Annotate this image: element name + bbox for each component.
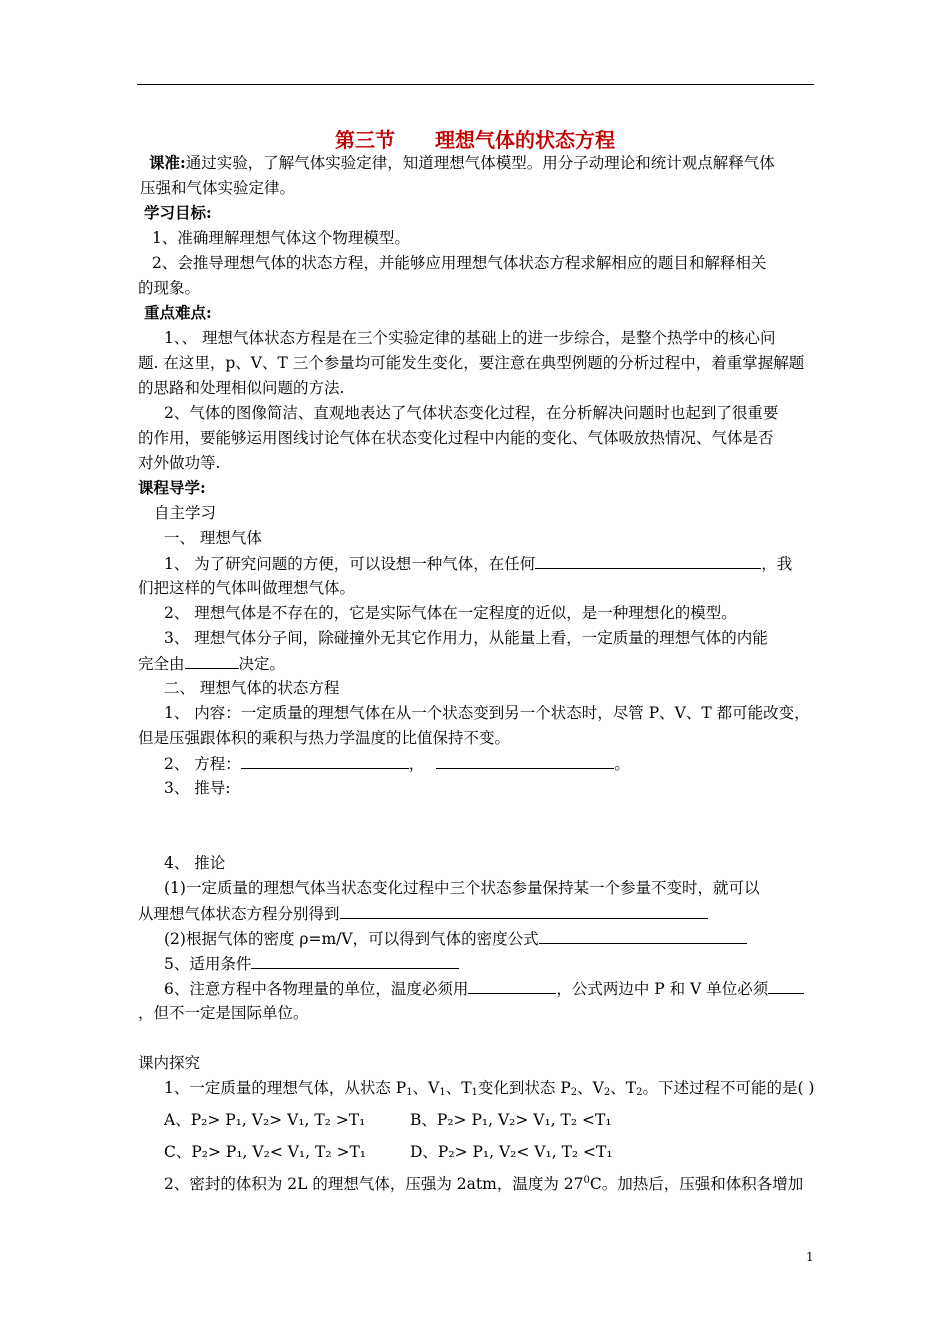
goal-item-1: 1、准确理解理想气体这个物理模型。	[152, 229, 410, 247]
blank-5[interactable]	[340, 903, 708, 919]
sub: 1	[439, 1087, 446, 1098]
item-3-line2	[138, 653, 285, 674]
eq-item-1-line1: 1、 内容：一定质量的理想气体在从一个状态变到另一个状态时，尽管 P、V、T 都可能改变，	[164, 704, 810, 722]
key-p1-line1: 1、、 理想气体状态方程是在三个实验定律的基础上的进一步综合，是整个热学中的核心问	[164, 329, 776, 347]
item-1-text: 1、 为了研究问题的方便，可以设想一种气体，在任何	[164, 555, 536, 573]
q1-f: 、T	[610, 1079, 637, 1097]
header-rule	[137, 84, 814, 85]
option-b[interactable]: B、P₂> P₁, V₂> V₁, T₂ <T₁	[410, 1111, 612, 1129]
eq-item-1-line2: 但是压强跟体积的乘积与热力学温度的比值保持不变。	[138, 729, 511, 747]
key-p2-line1: 2、气体的图像简洁、直观地表达了气体状态变化过程，在分析解决问题时也起到了很重要	[164, 404, 779, 422]
eq-item-6-text: 6、注意方程中各物理量的单位，温度必须用	[164, 980, 469, 998]
kezhun-line2: 压强和气体实验定律。	[140, 179, 296, 197]
eq-item-6-mid: ，公式两边中 P 和 V 单位必须	[556, 980, 769, 998]
key-p1-line2: 题. 在这里，p、V、T 三个参量均可能发生变化，要注意在典型例题的分析过程中，着重掌握解题	[138, 354, 805, 372]
corollary-2	[164, 928, 747, 949]
q1-g: 。下述过程不可能的是( )	[642, 1079, 815, 1097]
sub: 1	[406, 1087, 413, 1098]
item-1-line2: 们把这样的气体叫做理想气体。	[138, 579, 356, 597]
q2-b: C。加热后，压强和体积各增加	[589, 1175, 804, 1193]
goals-label: 学习目标:	[144, 203, 212, 222]
eq-item-2-text: 2、 方程：	[164, 755, 241, 773]
sub: 2	[636, 1087, 643, 1098]
corollary-1-text: 从理想气体状态方程分别得到	[138, 905, 340, 923]
item-1-tail: ，我	[761, 555, 793, 573]
section-name: 理想气体的状态方程	[435, 128, 615, 152]
section-number: 第三节	[335, 128, 395, 152]
blank-3[interactable]	[241, 753, 409, 769]
corollary-1-line1: (1)一定质量的理想气体当状态变化过程中三个状态参量保持某一个参量不变时，就可以	[164, 879, 760, 897]
period: 。	[614, 755, 630, 773]
item-3-text: 完全由	[138, 655, 185, 673]
eq-item-3: 3、 推导:	[164, 779, 231, 797]
blank-8[interactable]	[468, 978, 556, 994]
item-1-line1	[164, 553, 792, 574]
kezhun-text: 通过实验，了解气体实验定律，知道理想气体模型。用分子动理论和统计观点解释气体	[185, 154, 775, 172]
option-a[interactable]: A、P₂> P₁, V₂> V₁, T₂ >T₁	[164, 1111, 366, 1129]
q1-a: 1、一定质量的理想气体，从状态 P	[164, 1079, 407, 1097]
option-d[interactable]: D、P₂> P₁, V₂< V₁, T₂ <T₁	[410, 1143, 613, 1161]
q1-c: 、T	[445, 1079, 472, 1097]
page-title	[0, 124, 950, 153]
kezhun-label: 课准:	[149, 153, 186, 172]
item-3-line1: 3、 理想气体分子间，除碰撞外无其它作用力，从能量上看，一定质量的理想气体的内能	[164, 629, 768, 647]
corollary-1-line2	[138, 903, 708, 924]
sub: 2	[603, 1087, 611, 1098]
heading-state-equation: 二、 理想气体的状态方程	[164, 679, 340, 697]
key-p2-line2: 的作用，要能够运用图线讨论气体在状态变化过程中内能的变化、气体吸放热情况、气体是否	[138, 429, 774, 447]
q1-b: 、V	[412, 1079, 440, 1097]
item-3-tail: 决定。	[238, 655, 286, 673]
sub: 2	[570, 1087, 578, 1098]
heading-ideal-gas: 一、 理想气体	[164, 529, 262, 547]
self-study-label: 自主学习	[154, 504, 217, 522]
corollary-2-text: (2)根据气体的密度 ρ=m/V，可以得到气体的密度公式	[164, 930, 539, 948]
blank-6[interactable]	[539, 928, 747, 944]
key-p1-line3: 的思路和处理相似问题的方法.	[138, 379, 345, 397]
blank-7[interactable]	[251, 953, 459, 969]
q1-d: 变化到状态 P	[477, 1079, 571, 1097]
key-label: 重点难点:	[144, 303, 212, 322]
explore-label: 课内探究	[138, 1054, 201, 1072]
option-c[interactable]: C、P₂> P₁, V₂< V₁, T₂ >T₁	[164, 1143, 367, 1161]
eq-item-4: 4、 推论	[164, 854, 226, 872]
q1-e: 、V	[577, 1079, 604, 1097]
comma: ，	[408, 755, 425, 773]
goal-item-2: 2、会推导理想气体的状态方程，并能够应用理想气体状态方程求解相应的题目和解释相关	[152, 254, 767, 272]
key-p2-line3: 对外做功等.	[138, 454, 221, 472]
blank-4[interactable]	[436, 753, 614, 769]
blank-9[interactable]	[768, 978, 804, 994]
eq-item-2	[164, 753, 630, 774]
question-2	[164, 1174, 803, 1194]
item-2: 2、 理想气体是不存在的，它是实际气体在一定程度的近似，是一种理想化的模型。	[164, 604, 737, 622]
blank-2[interactable]	[185, 653, 239, 669]
question-1	[164, 1078, 814, 1098]
sub: 1	[471, 1087, 478, 1098]
sup: 0	[583, 1175, 590, 1186]
kezhun-line1	[149, 153, 775, 173]
page-number: 1	[806, 1250, 814, 1264]
eq-item-5	[164, 953, 459, 974]
eq-item-5-text: 5、适用条件	[164, 955, 252, 973]
q2-a: 2、密封的体积为 2L 的理想气体，压强为 2atm，温度为 27	[164, 1175, 584, 1193]
eq-item-6-line2: ，但不一定是国际单位。	[138, 1004, 309, 1022]
eq-item-6-line1	[164, 978, 804, 999]
blank-1[interactable]	[535, 553, 761, 569]
goal-item-2-cont: 的现象。	[138, 279, 201, 297]
guide-label: 课程导学:	[138, 478, 206, 497]
